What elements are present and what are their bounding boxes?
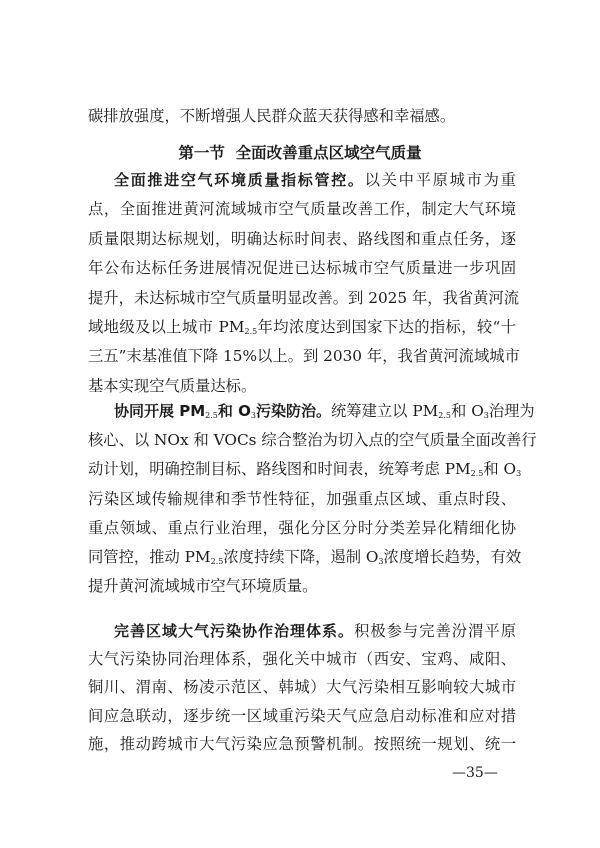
text-line (88, 543, 522, 572)
subscript: 3 (378, 556, 384, 566)
text-line (88, 342, 520, 371)
text-line (88, 617, 516, 645)
text-segment: 同管控，推动 PM (88, 547, 211, 566)
text-segment: 铜川、渭南、杨凌示范区、韩城）大气污染相互影响较大城市 (88, 678, 516, 697)
subscript: 3 (250, 411, 256, 420)
text-segment: 污染区域传输规律和季节性特征，加强重点区域、重点时段、 (88, 489, 516, 508)
text-segment: 积极参与完善汾渭平原 (354, 622, 516, 640)
subscript: 2.5 (470, 469, 484, 479)
text-line (88, 514, 516, 543)
text-segment: 年公布达标任务进展情况促进已达标城市空气质量进一步巩固 (88, 259, 516, 278)
text-segment: 质量限期达标规划，明确达标时间表、路线图和重点任务，逐 (88, 229, 516, 248)
text-line (88, 426, 537, 455)
text-segment: 核心、以 NOx 和 VOCs 综合整治为切入点的空气质量全面改善行 (88, 431, 537, 450)
text-segment: 域地级及以上城市 PM (88, 317, 245, 336)
text-line (88, 485, 516, 514)
text-line (88, 397, 535, 426)
bold-lead-text: 全面推进空气环境质量指标管控。 (114, 171, 365, 189)
paragraph-regional-cooperation (88, 617, 516, 758)
text-segment: 年均浓度达到国家下达的指标，较“十 (257, 317, 516, 336)
text-segment: 碳排放强度，不断增强人民群众蓝天获得感和幸福感。 (88, 107, 456, 125)
text-line (88, 284, 520, 313)
text-line (88, 225, 516, 254)
text-segment: 提升，未达标城市空气质量明显改善。到 2025 年，我省黄河流 (88, 288, 520, 307)
bold-lead-text: 完善区域大气污染协作治理体系。 (114, 622, 355, 640)
text-segment: 提升黄河流域城市空气环境质量。 (88, 577, 318, 596)
text-segment: 和 O (451, 402, 484, 420)
text-line (88, 455, 522, 484)
text-segment: 大气污染协同治理体系，强化关中城市（西安、宝鸡、咸阳、 (88, 650, 516, 669)
paragraph-pm25-o3-prevention (88, 397, 537, 601)
page-number: —35— (452, 765, 498, 781)
text-line (88, 166, 516, 195)
subscript: 2.5 (210, 556, 224, 566)
text-line (88, 673, 516, 701)
text-segment: 浓度持续下降，遏制 O (223, 547, 379, 566)
text-line (88, 313, 516, 342)
subscript: 2.5 (205, 411, 218, 420)
text-line (88, 572, 516, 601)
text-segment: 以关中平原城市为重 (364, 171, 516, 189)
text-segment: 施，推动跨城市大气污染应急预警机制。按照统一规划、统一 (88, 734, 516, 753)
text-line (88, 254, 516, 283)
bold-lead-text: 协同开展 PM (114, 402, 206, 420)
text-segment: 动计划，明确控制目标、路线图和时间表，统筹考虑 PM (88, 460, 471, 479)
text-line (88, 702, 516, 730)
text-segment: 点，全面推进黄河流域城市空气质量改善工作，制定大气环境 (88, 200, 516, 219)
text-segment: 和 O (483, 460, 517, 479)
section-heading: 第一节 全面改善重点区域空气质量 (178, 144, 422, 162)
text-segment: 浓度增长趋势，有效 (383, 547, 522, 566)
subscript: 2.5 (438, 411, 452, 420)
text-segment: 间应急联动，逐步统一区域重污染天气应急启动标准和应对措 (88, 706, 516, 725)
text-segment: 重点领域、重点行业治理，强化分区分时分类差异化精细化协 (88, 518, 516, 537)
paragraph-intro-tail (88, 102, 516, 131)
text-segment: 治理为 (488, 402, 535, 420)
text-line (88, 102, 516, 131)
text-segment: 基本实现空气质量达标。 (88, 376, 257, 395)
text-segment: 三五”末基准值下降 15%以上。到 2030 年，我省黄河流域城市 (88, 347, 520, 366)
text-line (88, 645, 516, 673)
subscript: 3 (516, 469, 522, 479)
text-segment: 统筹建立以 PM (330, 402, 439, 420)
bold-lead-text: 和 O (217, 402, 251, 420)
subscript: 3 (483, 411, 489, 420)
text-line (88, 195, 516, 224)
paragraph-air-quality-control (88, 166, 520, 401)
bold-lead-text: 污染防治。 (255, 402, 331, 420)
subscript: 2.5 (244, 326, 258, 336)
text-line (88, 730, 516, 758)
